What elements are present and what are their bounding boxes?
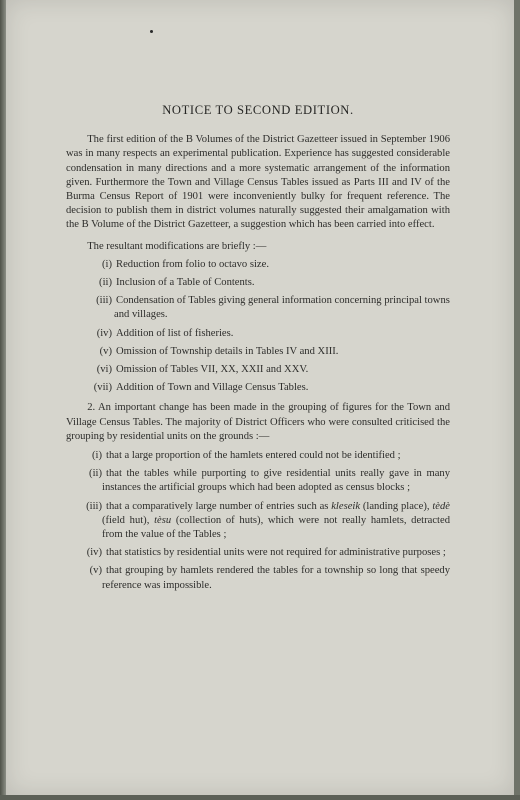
page-bottom-edge [0,795,520,800]
paragraph-modifications-intro: The resultant modifications are briefly :— [87,240,267,252]
modification-item [66,363,450,377]
item-text: Reduction from folio to octavo size. [116,258,269,270]
item-text: Condensation of Tables giving general information concerning principal towns and villages. [114,295,450,321]
item-number: (v) [99,345,112,357]
modification-item [66,294,450,322]
modification-item [66,276,450,290]
paragraph-first-edition: The first edition of the B Volumes of the District Gazetteer issued in September 1906 was in many respects an experimental publication. Experience has suggested considerable condensation in many directions and a more systematic arrangement of the information given. Furthermore the Town and Village Census Tables issued as Parts III and IV of the Burma Census Report of 1901 were inconveniently bulky for frequent reference. The decision to publish them in district volumes naturally suggested their amalgamation with the B Volume of the District Gazetteer, a suggestion which has been carried into effect. [66,134,450,231]
item-text-a: that a comparatively large number of entries such as [106,500,332,512]
item-text: that the tables while purporting to give residential units really gave in many instances the artificial groups which had been adopted as census blocks ; [102,468,450,494]
item-number: (iii) [96,295,112,307]
item-text: Omission of Tables VII, XX, XXII and XXV. [116,364,309,376]
reason-item [66,546,450,560]
item-number: (ii) [99,277,112,289]
item-number: (vii) [93,382,112,394]
item-text: that grouping by hamlets rendered the tables for a township so long that speedy reference was impossible. [102,565,450,591]
modification-item [66,258,450,272]
item-text: Omission of Township details in Tables IV and XIII. [116,345,339,357]
item-text-c: (field hut), [102,514,155,526]
item-number: (ii) [89,468,102,480]
paragraph-grouping-change: 2. An important change has been made in the grouping of figures for the Town and Village Census Tables. The majority of District Officers who were consulted criticised the grouping by residential units on the grounds :— [66,402,450,442]
item-text: Addition of Town and Village Census Tables. [116,382,309,394]
ink-speck [150,30,153,33]
modification-item [66,345,450,359]
burmese-term-tede: tèdè [432,500,450,512]
item-number: (iii) [86,500,102,512]
burmese-term-kleseik: kleseik [331,500,361,512]
item-number: (v) [89,565,102,577]
item-text-d: (collection of huts), which were not really hamlets, detracted from the value of the Tables ; [102,514,451,541]
item-text: that statistics by residential units were not required for administrative purposes ; [106,547,446,559]
reason-item [66,467,450,495]
item-text: that a large proportion of the hamlets entered could not be identified ; [106,450,401,462]
reasons-list [66,449,450,593]
item-number: (vi) [96,364,112,376]
modifications-list [66,258,450,396]
page-content [66,103,450,593]
reason-item [66,449,450,463]
item-text: Addition of list of fisheries. [116,327,234,339]
modification-item [66,327,450,341]
burmese-term-tesu: tèsu [154,514,172,526]
item-number: (iv) [86,547,102,559]
item-number: (iv) [96,327,112,339]
item-number: (i) [92,450,102,462]
reason-item [66,564,450,592]
modification-item [66,381,450,395]
reason-item [66,500,450,543]
item-text: Inclusion of a Table of Contents. [116,277,255,289]
item-text-b: (landing place), [360,500,433,512]
item-number: (i) [102,258,112,270]
page-title: NOTICE TO SECOND EDITION. [162,103,354,117]
